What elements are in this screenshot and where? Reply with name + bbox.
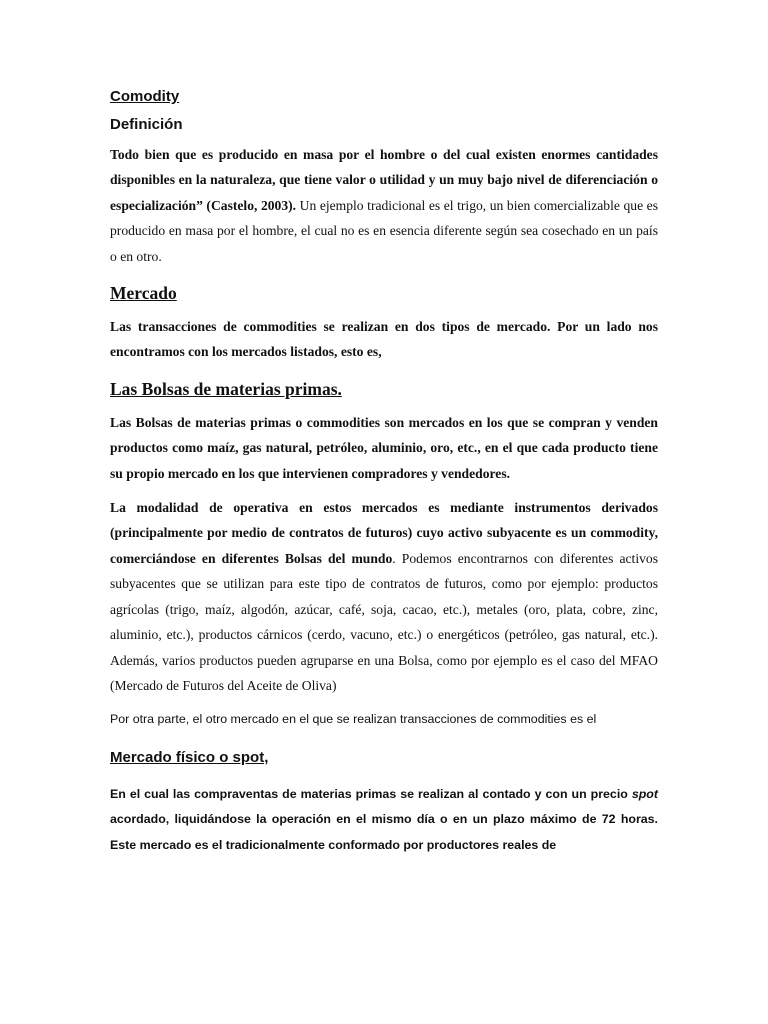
paragraph-bolsas: Las Bolsas de materias primas o commodities son mercados en los que se compran y venden productos como maíz, gas natural, petróleo, aluminio, oro, etc., en el que cada producto tiene su propio mercado en los que intervienen compradores y vendedores.	[110, 414, 658, 481]
paragraph-definicion	[110, 142, 658, 269]
document-page	[110, 82, 658, 858]
heading-spot: Mercado físico o spot,	[110, 748, 269, 766]
spot-italic-word: spot	[631, 786, 658, 801]
definicion-rest-text: Un ejemplo tradicional es el trigo, un bien comercializable que es producido en masa por el hombre, el cual no es en esencia diferente según sea cosechado en un país o en otro.	[110, 197, 658, 264]
paragraph-modalidad	[110, 495, 658, 698]
modalidad-bold-text: La modalidad de operativa en estos mercados es mediante instrumentos derivados (principalmente por medio de contratos de futuros) cuyo activo subyacente es un commodity, comerciándose en diferentes Bolsas del mundo	[110, 500, 658, 566]
spot-text-part2: acordado, liquidándose la operación en el mismo día o en un plazo máximo de 72 horas. Este mercado es el tradicionalmente conformado por productores reales de	[110, 812, 658, 852]
modalidad-rest-text: . Podemos encontrarnos con diferentes activos subyacentes que se utilizan para este tipo de contratos de futuros, como por ejemplo: productos agrícolas (trigo, maíz, algodón, azúcar, café, soja, cacao, etc.), metales (oro, plata, cobre, zinc, aluminio, etc.), productos cárnicos (cerdo, vacuno, etc.) o energéticos (petróleo, gas natural, etc.). Además, varios productos pueden agruparse en una Bolsa, como por ejemplo es el caso del MFAO (Mercado de Futuros del Aceite de Oliva)	[110, 550, 658, 693]
spot-text-part1: En el cual las compraventas de materias primas se realizan al contado y con un precio	[110, 786, 632, 801]
definicion-bold-text: Todo bien que es producido en masa por el hombre o del cual existen enormes cantidades disponibles en la naturaleza, que tiene valor o utilidad y un muy bajo nivel de diferenciación o especialización” (Castelo, 2003).	[110, 147, 658, 213]
paragraph-mercado: Las transacciones de commodities se realizan en dos tipos de mercado. Por un lado nos encontramos con los mercados listados, esto es,	[110, 319, 658, 360]
heading-mercado: Mercado	[110, 283, 177, 304]
heading-comodity: Comodity	[110, 88, 180, 105]
heading-definicion: Definición	[110, 116, 183, 133]
paragraph-spot	[110, 782, 658, 858]
heading-bolsas: Las Bolsas de materias primas.	[110, 378, 342, 399]
paragraph-otra-parte: Por otra parte, el otro mercado en el que se realizan transacciones de commodities es el	[110, 712, 597, 727]
